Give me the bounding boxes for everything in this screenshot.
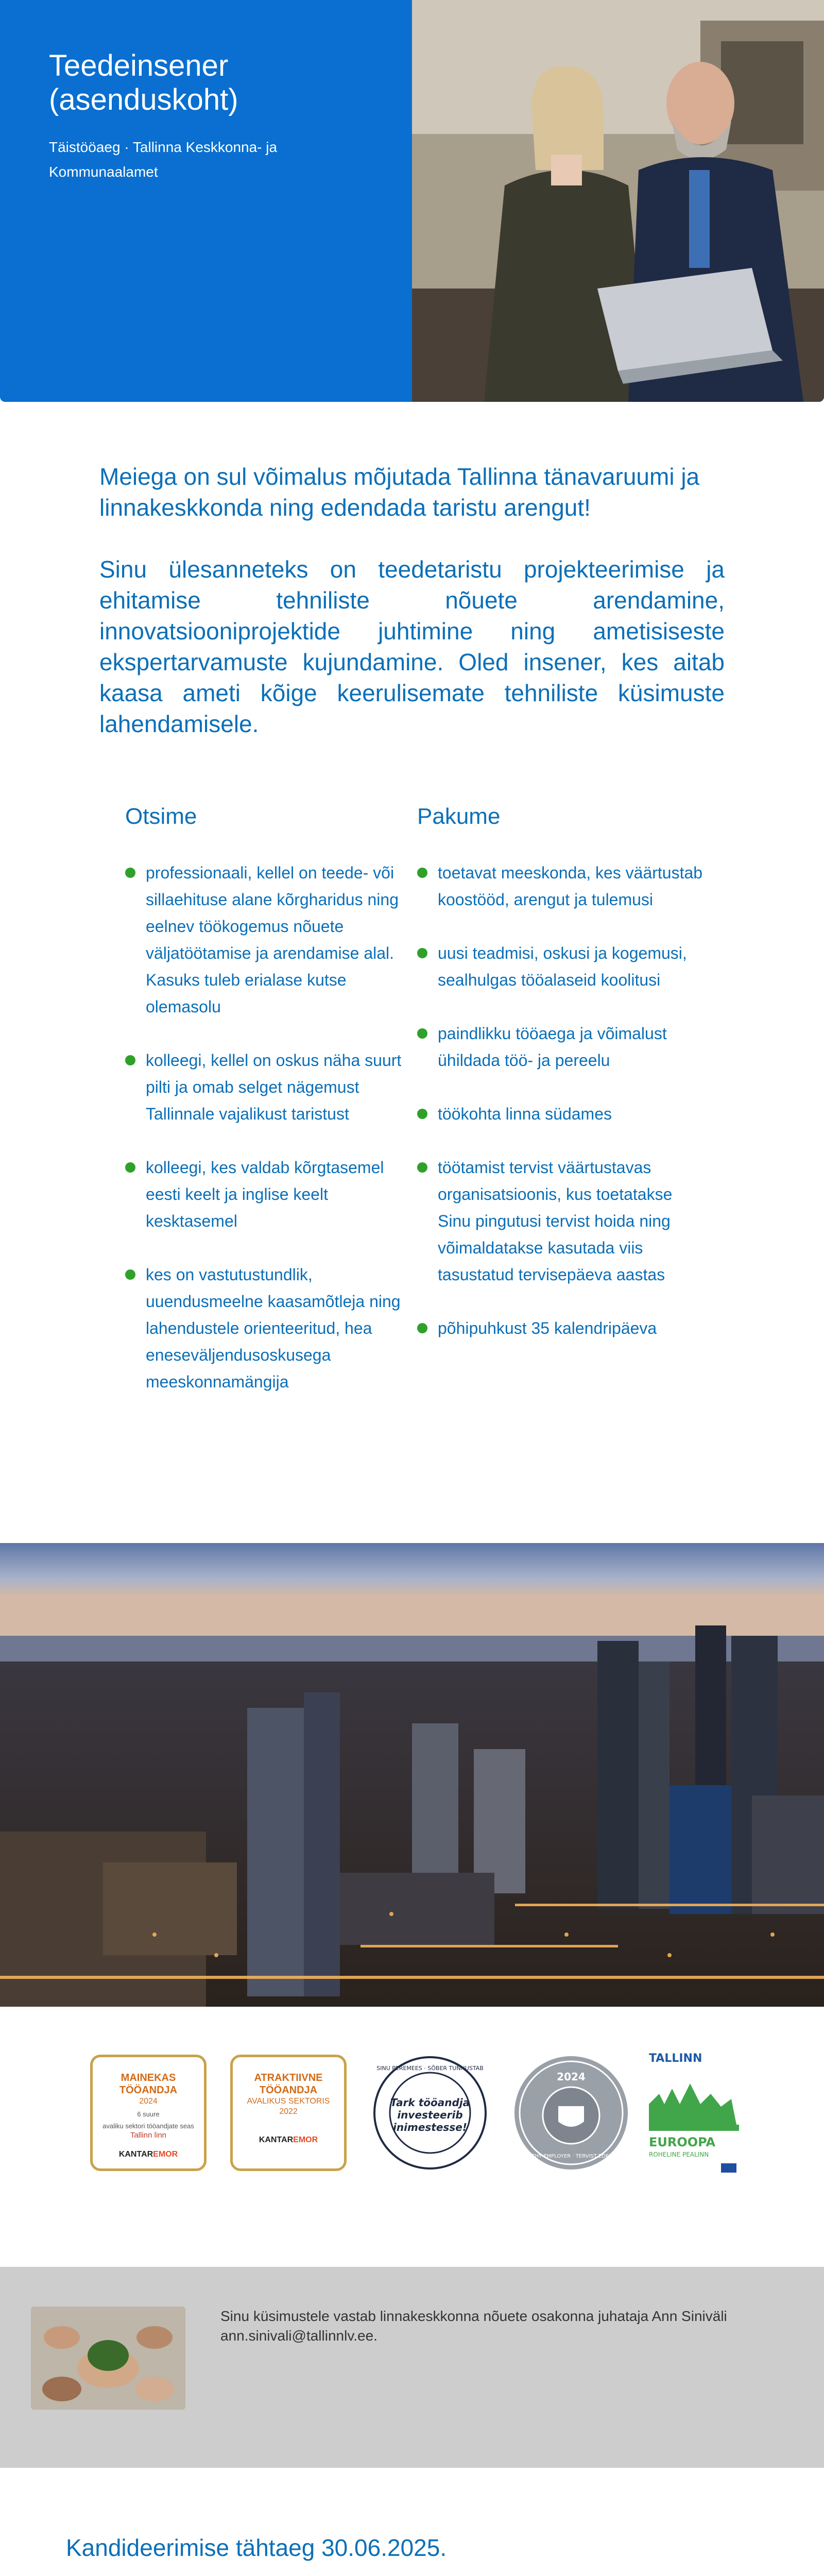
list-item — [125, 1047, 403, 1127]
city-panorama-photo — [0, 1543, 824, 2007]
bullet-dot-icon — [417, 1323, 427, 1333]
list-item-text: professionaali, kellel on teede- või sillaehituse alane kõrgharidus ning eelnev töökogemus nõuete väljatöötamise ja arendamise alal. Kasuks tuleb erialase kutse olemasolu — [146, 863, 399, 1016]
svg-text:TALLINN: TALLINN — [649, 2052, 702, 2065]
bullet-dot-icon — [125, 1269, 135, 1280]
list-item — [125, 1154, 403, 1234]
award-badge-smart-employer — [372, 2055, 488, 2171]
list-item-text: töökohta linna südames — [438, 1105, 612, 1123]
bullet-dot-icon — [417, 1109, 427, 1119]
award-badge-green-capital — [644, 2047, 747, 2176]
job-title: Teedeinsener (asenduskoht) — [49, 49, 238, 116]
application-deadline: Kandideerimise tähtaeg 30.06.2025. — [66, 2534, 447, 2561]
contact-section — [0, 2267, 824, 2468]
city-skyline-illustration — [0, 1543, 824, 2007]
bullet-dot-icon — [417, 868, 427, 878]
svg-text:HEALTHY EMPLOYER · TERVIST EDE: HEALTHY EMPLOYER · TERVIST EDENDAV — [519, 2154, 624, 2159]
seeking-column — [125, 804, 403, 1422]
seeking-heading: Otsime — [125, 804, 197, 829]
bullet-dot-icon — [417, 948, 427, 958]
list-item — [417, 1020, 706, 1074]
offer-list — [417, 859, 706, 1342]
job-meta: Täistööaeg · Tallinna Keskkonna- ja Kommunaalamet — [49, 139, 278, 180]
intro-body: Sinu ülesanneteks on teedetaristu projekteerimise ja ehitamise tehniliste nõuete arendamine, innovatsiooniprojektide juhtimine ning ametisiseste ekspertarvamuste kujundamine. Oled insener, kes aitab kaasa ameti kõige keerulisemate tehniliste küsimuste lahendamisele. — [99, 556, 725, 737]
hero-photo-illustration — [412, 0, 824, 402]
list-item-text: uusi teadmisi, oskusi ja kogemusi, sealhulgas tööalaseid koolitusi — [438, 944, 687, 989]
list-item — [417, 859, 706, 913]
svg-text:SINU PEREMEES · SÕBER TUNNUSTA: SINU PEREMEES · SÕBER TUNNUSTAB — [376, 2065, 484, 2072]
list-item — [125, 1261, 403, 1395]
intro-lead: Meiega on sul võimalus mõjutada Tallinna tänavaruumi ja linnakeskkonda ning edendada taristu arengut! — [99, 463, 700, 521]
award-badge-reputable-employer: MAINEKAS TÖÖANDJA 2024 6 suure avaliku sektori tööandjate seas Tallinn linn KANTAREMOR — [90, 2055, 207, 2171]
list-item-text: toetavat meeskonda, kes väärtustab koostööd, arengut ja tulemusi — [438, 863, 703, 909]
svg-text:2024: 2024 — [557, 2071, 586, 2083]
list-item — [417, 1315, 706, 1342]
hero-banner — [0, 0, 824, 402]
offer-column — [417, 804, 706, 1368]
svg-text:EUROOPA: EUROOPA — [649, 2135, 716, 2149]
employer-awards — [0, 2040, 824, 2190]
bullet-dot-icon — [125, 1162, 135, 1173]
offer-heading: Pakume — [417, 804, 501, 829]
list-item — [417, 940, 706, 993]
list-item-text: kolleegi, kellel on oskus näha suurt pilti ja omab selget nägemust Tallinnale vajalikust taristust — [146, 1051, 402, 1123]
list-item-text: kolleegi, kes valdab kõrgtasemel eesti keelt ja inglise keelt kesktasemel — [146, 1158, 384, 1230]
hero-blue-panel — [0, 0, 412, 402]
list-item — [417, 1100, 706, 1127]
bullet-dot-icon — [125, 1055, 135, 1065]
contact-info: Sinu küsimustele vastab linnakeskkonna nõuete osakonna juhataja Ann Siniväli ann.sinivali@tallinnlv.ee. — [220, 2308, 727, 2344]
list-item-text: põhipuhkust 35 kalendripäeva — [438, 1319, 657, 1337]
bullet-dot-icon — [417, 1028, 427, 1039]
svg-text:Tark tööandja: Tark tööandja — [390, 2096, 470, 2109]
svg-text:investeerib: investeerib — [397, 2109, 463, 2121]
award-badge-healthy-employer — [513, 2055, 629, 2171]
bullet-dot-icon — [417, 1162, 427, 1173]
list-item-text: töötamist tervist väärtustavas organisatsioonis, kus toetatakse Sinu pingutusi tervist hoida ning võimaldatakse kasutada viis tasustatud tervisepäeva aastas — [438, 1158, 673, 1284]
list-item — [417, 1154, 706, 1288]
hero-photo — [412, 0, 824, 402]
seeking-list — [125, 859, 403, 1395]
list-item-text: paindlikku tööaega ja võimalust ühildada töö- ja pereelu — [438, 1024, 667, 1070]
svg-text:ROHELINE PEALINN: ROHELINE PEALINN — [649, 2151, 709, 2158]
list-item-text: kes on vastutustundlik, uuendusmeelne kaasamõtleja ning lahendustele orienteeritud, hea eneseväljendusoskusega meeskonnamängija — [146, 1265, 401, 1391]
bullet-dot-icon — [125, 868, 135, 878]
intro-section — [99, 461, 725, 770]
svg-text:inimestesse!: inimestesse! — [393, 2121, 467, 2133]
list-item — [125, 859, 403, 1020]
award-badge-attractive-employer: ATRAKTIIVNE TÖÖANDJA AVALIKUS SEKTORIS 2022 KANTAREMOR — [230, 2055, 347, 2171]
hands-with-plant-photo — [31, 2307, 185, 2410]
